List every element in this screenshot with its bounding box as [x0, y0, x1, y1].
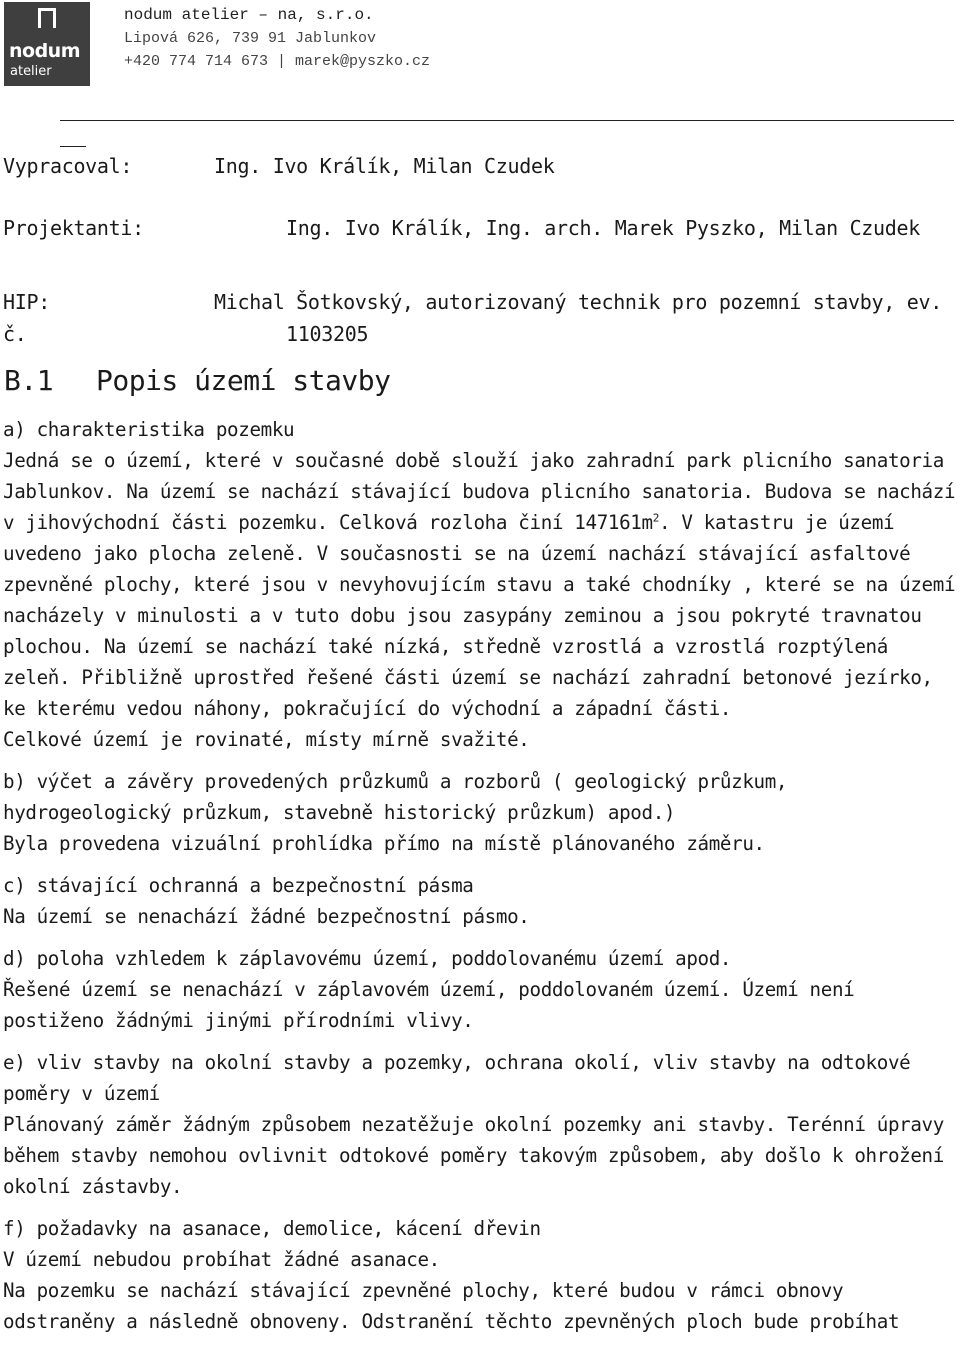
subsection-b-text: Byla provedena vizuální prohlídka přímo na místě plánovaného záměru.	[3, 832, 765, 855]
subsection-c-heading: c) stávající ochranná a bezpečnostní pásma	[3, 874, 474, 897]
subsection-f-text-surfaces: Na pozemku se nachází stávající zpevněné plochy, které budou v rámci obnovy odstraněny a následně obnoveny. Odstranění těchto zpevněných ploch bude probíhat	[3, 1279, 900, 1333]
logo-text-atelier: atelier	[10, 64, 52, 79]
section-number: B.1	[4, 364, 54, 397]
subsection-d-heading: d) poloha vzhledem k záplavovému území, poddolovanému území apod.	[3, 947, 732, 970]
company-address: Lipová 626, 739 91 Jablunkov	[124, 30, 377, 47]
subsection-e-heading: e) vliv stavby na okolní stavby a pozemky, ochrana okolí, vliv stavby na odtokové poměry v území	[3, 1051, 911, 1105]
prepared-label: Vypracoval:	[3, 154, 133, 178]
hip-value: Michal Šotkovský, autorizovaný technik pro pozemní stavby, ev.	[214, 290, 942, 314]
short-divider	[60, 146, 86, 147]
designers-label: Projektanti:	[3, 216, 144, 240]
company-logo	[4, 2, 90, 86]
logo-text-nodum: nodum	[9, 40, 81, 62]
subsection-a-text-part1: Jedná se o území, které v současné době slouží jako zahradní park plicního sanatoria Jablunkov. Na území se nachází stávající budova plicního sanatoria. Budova se nachází v jihovýchodní části pozemku. Celková rozloha činí 147161m	[3, 449, 956, 534]
document-body	[3, 414, 960, 1337]
hip-label-continued: č.	[3, 322, 27, 346]
area-unit-superscript: 2	[652, 511, 659, 525]
subsection-d-text: Řešené území se nenachází v záplavovém území, poddolovaném území. Území není postiženo žádnými jinými přírodními vlivy.	[3, 978, 855, 1032]
subsection-b-heading: b) výčet a závěry provedených průzkumů a rozborů ( geologický průzkum, hydrogeologický průzkum, stavebně historický průzkum) apod.)	[3, 770, 788, 824]
company-info	[124, 4, 430, 73]
subsection-c-text: Na území se nenachází žádné bezpečnostní pásmo.	[3, 905, 530, 928]
logo-mark	[38, 8, 56, 28]
prepared-value: Ing. Ivo Králík, Milan Czudek	[214, 154, 555, 178]
subsection-f-text: V území nebudou probíhat žádné asanace.	[3, 1248, 440, 1271]
header-divider	[60, 120, 954, 121]
subsection-e-text: Plánovaný záměr žádným způsobem nezatěžuje okolní pozemky ani stavby. Terénní úpravy během stavby nemohou ovlivnit odtokové poměry takovým způsobem, aby došlo k ohrožení okolní zástavby.	[3, 1113, 944, 1198]
hip-registration-number: 1103205	[286, 322, 369, 346]
subsection-a-text-terrain: Celkové území je rovinaté, místy mírně svažité.	[3, 728, 530, 751]
section-title: Popis území stavby	[96, 364, 391, 397]
subsection-a-text-part2: . V katastru je území uvedeno jako plocha zeleně. V současnosti se na území nachází stávající asfaltové zpevněné plochy, které jsou v nevyhovujícím stavu a také chodníky , které se na území nacházely v minulosti a v tuto dobu jsou zasypány zeminou a jsou pokryté travnatou plochou. Na území se nachází také nízká, středně vzrostlá a vzrostlá rozptýlená zeleň. Přibližně uprostřed řešené části území se nachází zahradní betonové jezírko, ke kterému vedou náhony, pokračující do východní a západní části.	[3, 511, 956, 720]
hip-label: HIP:	[3, 290, 50, 314]
designers-value: Ing. Ivo Králík, Ing. arch. Marek Pyszko, Milan Czudek	[286, 216, 921, 240]
subsection-a-heading: a) charakteristika pozemku	[3, 418, 295, 441]
section-heading	[4, 364, 390, 397]
subsection-f-heading: f) požadavky na asanace, demolice, kácení dřevin	[3, 1217, 541, 1240]
company-name: nodum atelier – na, s.r.o.	[124, 6, 374, 24]
company-contact: +420 774 714 673 | marek@pyszko.cz	[124, 53, 431, 70]
subsection-a-text	[3, 445, 960, 724]
